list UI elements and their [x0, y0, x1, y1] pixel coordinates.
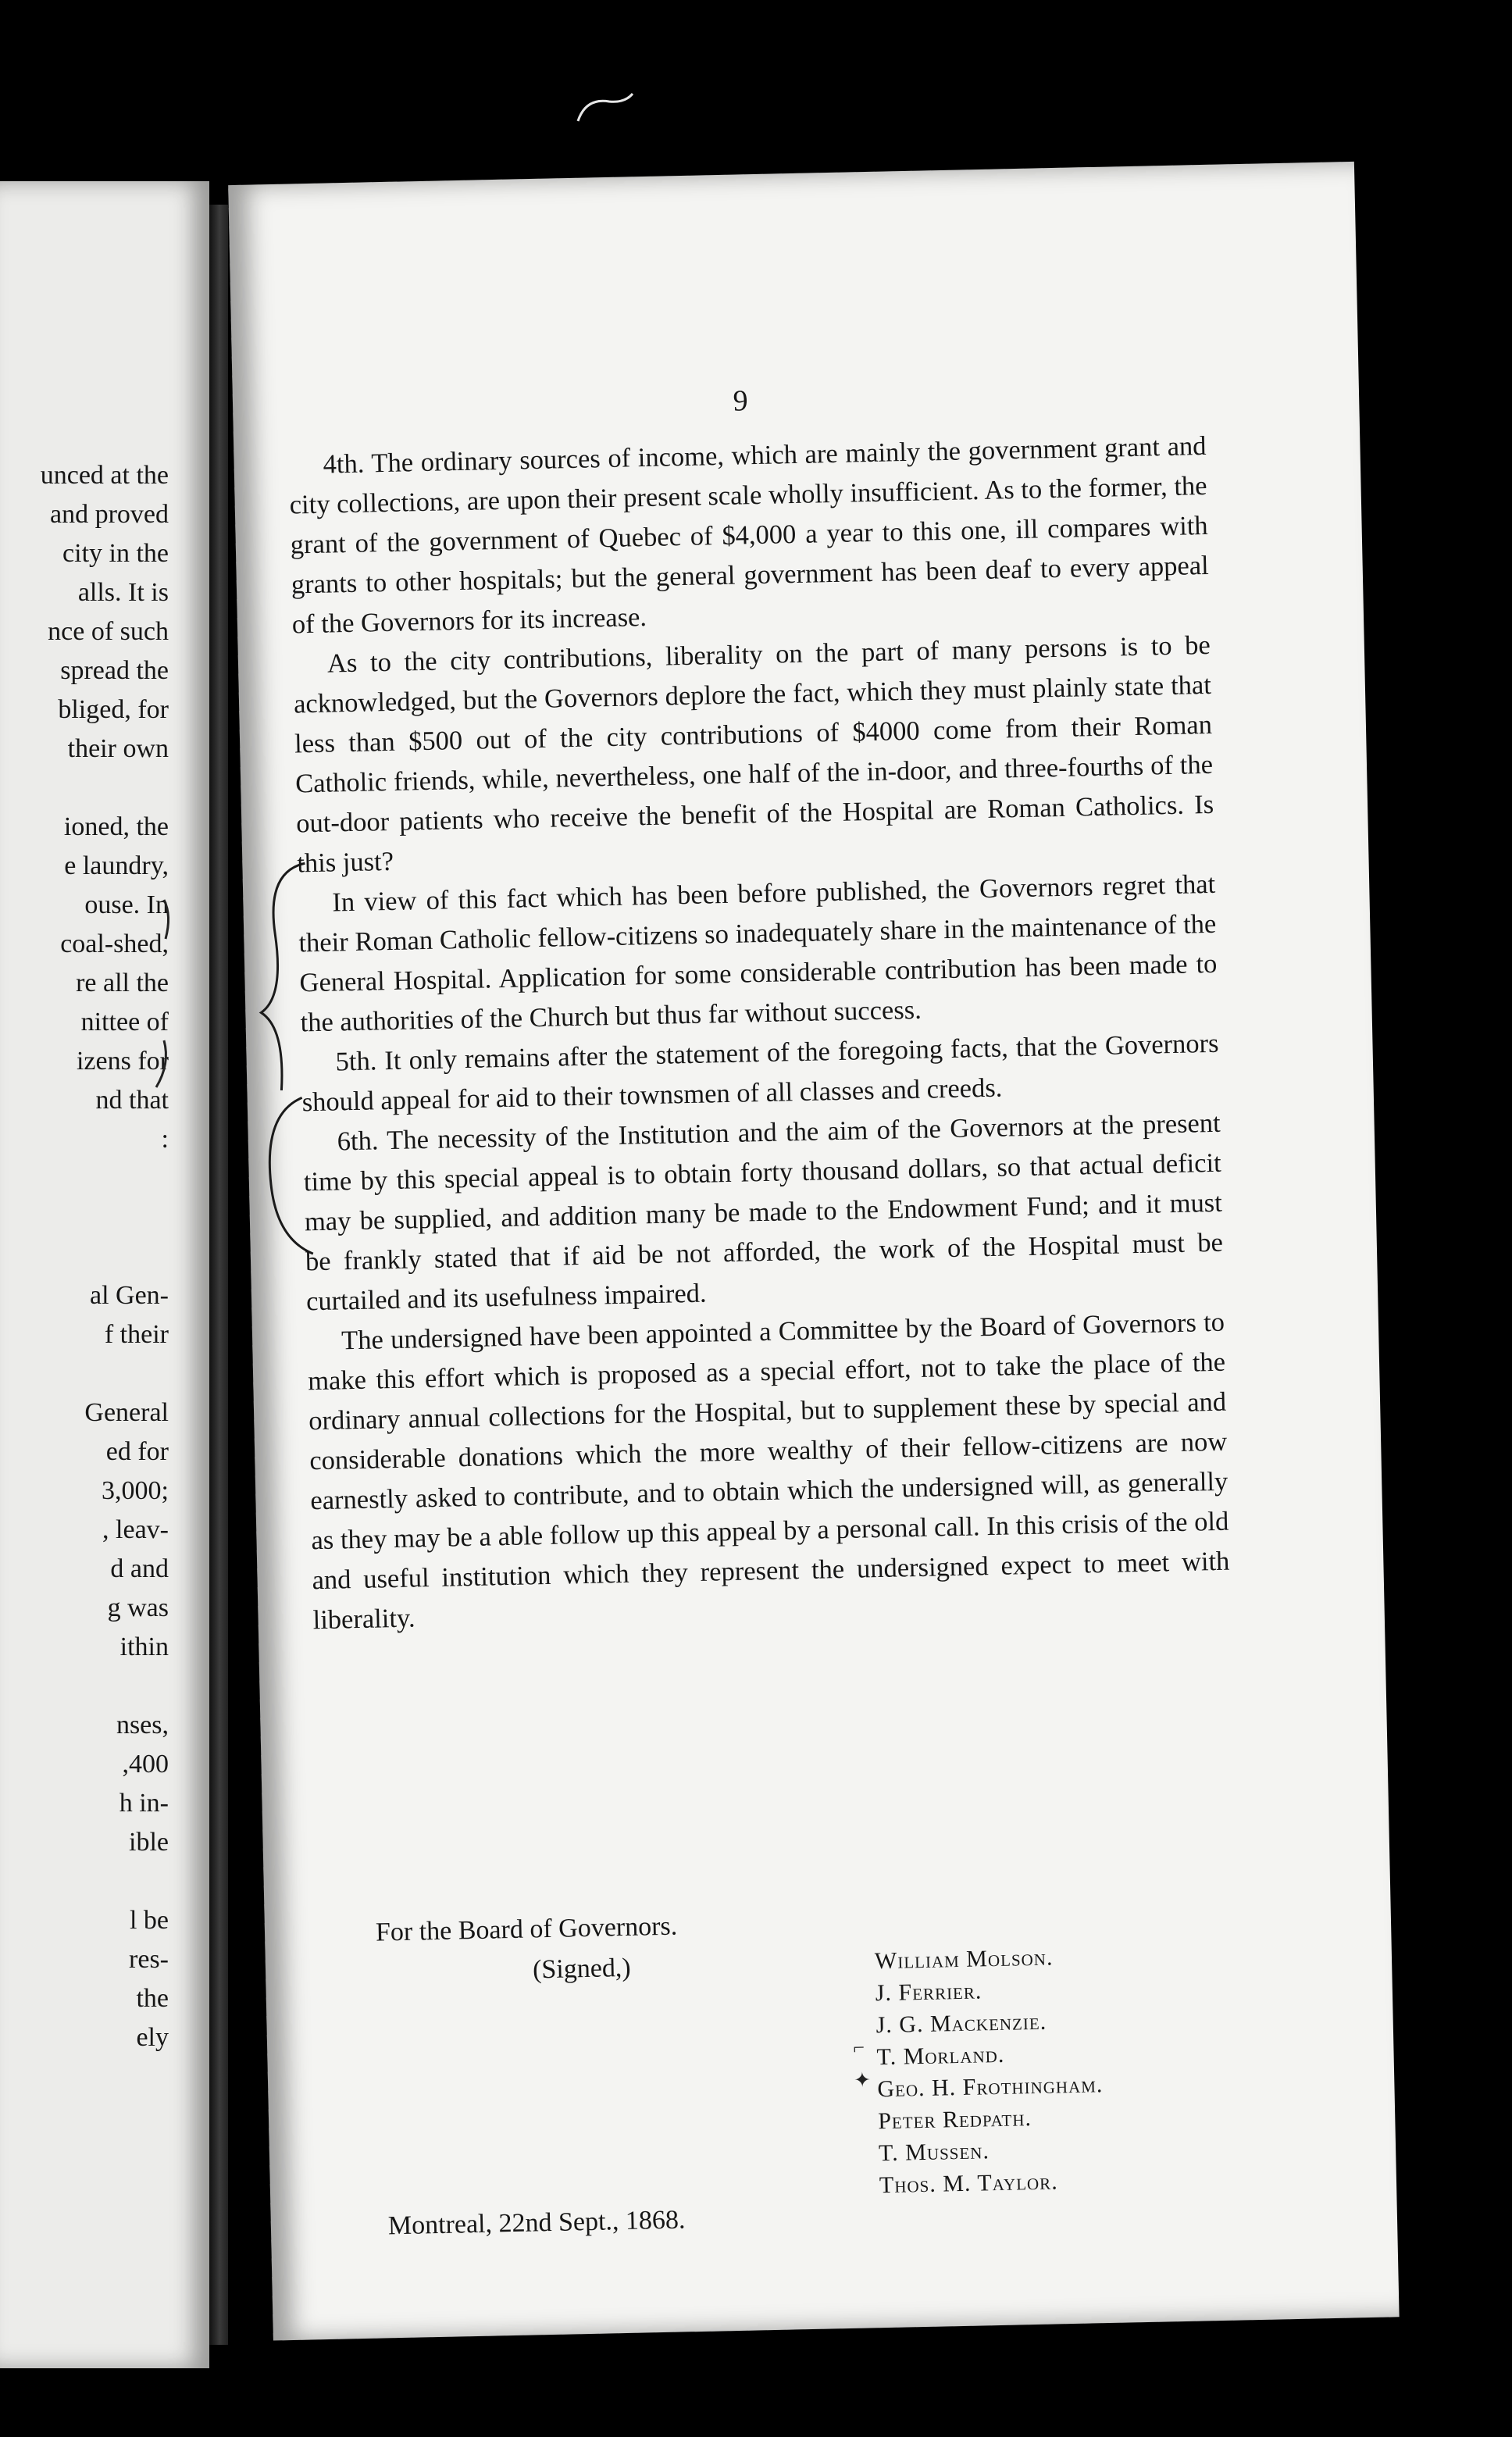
left-page-line: res- — [129, 1945, 169, 1974]
signatory: J. Ferrier. — [875, 1978, 982, 2007]
paragraph-sixth: 6th. The necessity of the Institution and the aim of the Governors at the present time by this special appeal is to obtain forty thousand dollars, so that actual deficit may be supplied, and addition many be made to the Endowment Fund; and it must be frankly stated that if aid be not afforded, the work of the Hospital must be curtailed and its usefulness impaired. — [303, 1108, 1224, 1317]
book-gutter — [209, 205, 228, 2345]
page-number: 9 — [733, 384, 749, 418]
left-page-line: ioned, the — [63, 812, 169, 841]
left-page-line: , leav- — [102, 1515, 169, 1544]
pencil-mark-icon — [133, 884, 180, 1119]
signatory: Thos. M. Taylor. — [879, 2168, 1058, 2199]
body-text — [288, 426, 1231, 1640]
left-page-line: l be — [129, 1906, 169, 1935]
left-page-line: city in the — [62, 539, 169, 568]
left-page-line: g was — [107, 1593, 169, 1622]
signatory: J. G. Mackenzie. — [875, 2008, 1047, 2039]
left-page-line: : — [161, 1125, 169, 1154]
paragraph-fourth: 4th. The ordinary sources of income, which are mainly the government grant and city collections, are upon their present scale wholly insufficient. As to the former, the grant of the government of Quebec of $4,000 a year to this one, ill compares with grants to other hospitals; but the general government has been deaf to every appeal of the Governors for its increase. — [289, 430, 1210, 640]
left-page-line: nd that — [95, 1086, 169, 1115]
left-page-line: ed for — [105, 1437, 169, 1466]
left-page-line: their own — [67, 734, 169, 763]
left-page-line: izens for — [76, 1047, 169, 1076]
paragraph-city-contributions: As to the city contributions, liberality on the part of many persons is to be acknowledged, but the Governors deplore the fact, which they must plainly state that less than $500 out of the city contributions of $4000 come from their Roman Catholic friends, while, nevertheless, one half of the in-door, and three-fourths of the out-door patients who receive the benefit of the Hospital are Roman Catholics. Is this just? — [293, 630, 1214, 879]
left-page-line: coal-shed, — [60, 929, 169, 958]
left-page-line: the — [136, 1984, 169, 2013]
left-page-line: spread the — [60, 656, 169, 685]
left-page-line: unced at the — [40, 461, 169, 490]
left-page-line: nses, — [116, 1711, 169, 1739]
left-page-line: ithin — [119, 1632, 169, 1661]
left-page-line: re all the — [76, 969, 169, 997]
pencil-flourish-icon — [570, 86, 640, 133]
date-line: Montreal, 22nd Sept., 1868. — [387, 2205, 686, 2241]
right-page — [228, 162, 1399, 2341]
signatory: Geo. H. Frothingham. — [877, 2071, 1104, 2103]
left-page-line: and proved — [49, 500, 169, 529]
signed-line: (Signed,) — [532, 1953, 632, 1985]
signatory: Peter Redpath. — [877, 2105, 1032, 2135]
pencil-tick-icon: ⌐ — [852, 2036, 865, 2059]
left-page-line: ,400 — [122, 1750, 169, 1779]
signatory-list — [875, 1940, 1106, 2201]
closing-block — [376, 1907, 679, 1994]
signatory: T. Mussen. — [878, 2138, 990, 2167]
left-page-line: al Gen- — [89, 1281, 169, 1310]
left-page-line: 3,000; — [102, 1476, 169, 1505]
left-page-line: alls. It is — [77, 578, 169, 607]
signatory: William Molson. — [874, 1944, 1054, 1975]
signatory: T. Morland. — [876, 2041, 1005, 2071]
left-page-line: ible — [129, 1828, 169, 1857]
left-page-line: f their — [104, 1320, 169, 1349]
left-facing-page — [0, 181, 209, 2368]
paragraph-undersigned: The undersigned have been appointed a Committee by the Board of Governors to make this effort which is proposed as a special effort, not to take the place of the ordinary annual collections for the Hospital, but to supplement these by special and considerable donations which the more wealthy of their fellow-citizens are now earnestly asked to contribute, and to obtain which the undersigned will, as generally as they may be a able follow up this appeal by a personal call. In this crisis of the old and useful institution which they represent the undersigned expect to meet with liberality. — [307, 1307, 1230, 1636]
paragraph-roman-catholic: In view of this fact which has been before published, the Governors regret that their Roman Catholic fellow-citizens so inadequately share in the maintenance of the General Hospital. Application for some considerable contribution has been made to the authorities of the Church but thus far without success. — [298, 869, 1218, 1038]
left-page-line: General — [84, 1398, 169, 1427]
left-page-line: nce of such — [48, 617, 169, 646]
board-line: For the Board of Governors. — [375, 1911, 678, 1947]
left-page-line: bliged, for — [58, 695, 169, 724]
left-page-line: d and — [110, 1554, 169, 1583]
left-page-line: ely — [136, 2023, 169, 2052]
left-page-line: h in- — [119, 1789, 169, 1818]
pencil-tick-icon: ✦ — [853, 2068, 872, 2092]
paragraph-fifth: 5th. It only remains after the statement of the foregoing facts, that the Governors should appeal for aid to their townsmen of all classes and creeds. — [301, 1028, 1219, 1118]
left-page-line: e laundry, — [64, 851, 169, 880]
left-page-line: nittee of — [80, 1008, 169, 1037]
left-page-line: ouse. In — [84, 890, 169, 919]
